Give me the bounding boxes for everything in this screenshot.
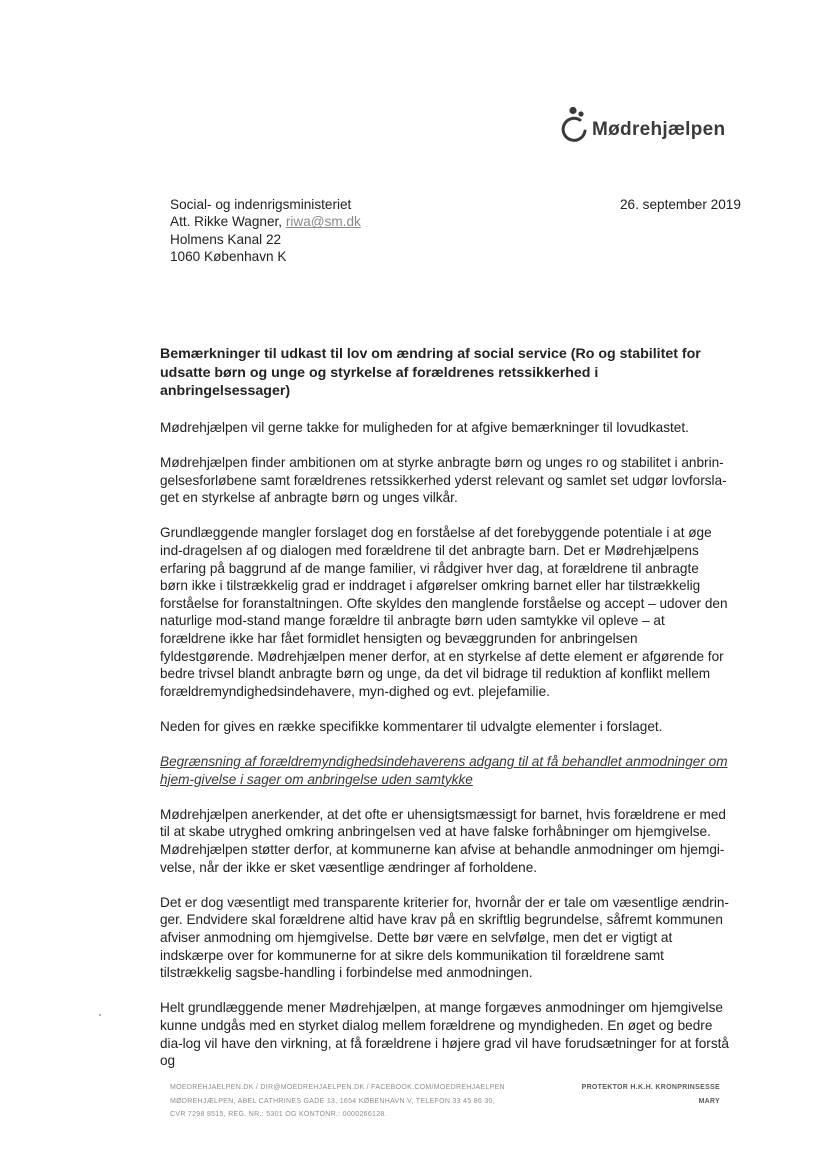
letter-heading: Bemærkninger til udkast til lov om ændring af social service (Ro og stabilitet for udsatte børn og unge og styrkelse af forældrenes retssikkerhed i anbringelsessager) [160, 346, 701, 400]
recipient-att-line [170, 213, 361, 230]
footer-contact [170, 1081, 505, 1122]
recipient-street: Holmens Kanal 22 [170, 231, 282, 247]
section-title: Begrænsning af forældremyndighedsindehaverens adgang til at få behandlet anmodninger om hjem-givelse i sager om anbringelse uden samtykke [160, 754, 728, 787]
footer-patron [576, 1081, 720, 1108]
body-paragraph: Neden for gives en række specifikke kommentarer til udvalgte elementer i forslaget. [160, 718, 663, 734]
section-paragraph: Det er dog væsentligt med transparente kriterier for, hvornår der er tale om væsentlige ændrin-ger. Endvidere skal forældrene altid have krav på en skriftlig begrundelse, såfremt kommunen afviser anmodning om hjemgivelse. Dette bør være en selvfølge, men det er vigtigt at indskærpe over for kommunerne for at sikre dels kommunikation til forældrene samt tilstrækkelig sagsbe-handling i forbindelse med anmodningen. [160, 894, 729, 981]
recipient-org: Social- og indenrigsministeriet [170, 197, 352, 212]
letter-date: 26. september 2019 [620, 197, 741, 212]
footer-patron-line2: MARY [698, 1097, 720, 1105]
section-paragraph: Mødrehjælpen anerkender, at det ofte er uhensigtsmæssigt for barnet, hvis forældrene er med til at skabe utryghed omkring anbringelsen ved at have falske forhåbninger om hjemgivelse. Mødrehjælpen støtter derfor, at kommunerne kan afvise at behandle anmodninger om hjemgi-velse, når der ikke er sket væsentlige ændringer af forholdene. [160, 806, 726, 875]
recipient-city: 1060 København K [170, 249, 287, 265]
recipient-email-link[interactable]: riwa@sm.dk [285, 214, 361, 230]
brand-logo [556, 106, 725, 144]
footer-cvr-line: CVR 7298 8515, REG. NR.: 5301 OG KONTONR.: 0000266128. [170, 1111, 387, 1118]
section-paragraph: Helt grundlæggende mener Mødrehjælpen, at mange forgæves anmodninger om hjemgivelse kunne undgås med en styrket dialog mellem forældrene og myndigheden. En øget og bedre dia-log vil have den virkning, at få forældrene i højere grad vil have forudsætninger for at forstå og [160, 1000, 729, 1069]
body-paragraph: Mødrehjælpen finder ambitionen om at styrke anbragte børn og unges ro og stabilitet i anbrin-gelsesforløbene samt forældrenes retssikkerhed yderst relevant og samlet set udgør lovforsla-get en styrkelse af anbragte børn og unges vilkår. [160, 454, 727, 506]
body-paragraph: Grundlæggende mangler forslaget dog en forståelse af det forebyggende potentiale i at øge ind-dragelsen af og dialogen med forældrene til det anbragte barn. Det er Mødrehjælpens erfaring på baggrund af de mange familier, vi rådgiver hver dag, at forældrene til anbragte børn ikke i tilstrækkelig grad er inddraget i afgørelser omkring barnet eller har tilstrækkelig forståelse for foranstaltningen. Ofte skyldes den manglende forståelse og accept – udover den naturlige mod-stand mange forældre til anbragte børn uden samtykke vil opleve – at forældrene ikke har fået formidlet hensigten og bevæggrunden for anbringelsen fyldestgørende. Mødrehjælpen mener derfor, at en styrkelse af dette element er afgørende for bedre trivsel blandt anbragte børn og unge, da det vil bidrage til reduktion af konflikt mellem forældremyndighedsindehavere, myn-dighed og evt. plejefamilie. [160, 525, 728, 699]
mother-child-logo-icon [556, 106, 590, 144]
scan-speck [99, 1014, 101, 1016]
recipient-att: Att. Rikke Wagner, [170, 214, 286, 230]
recipient-address [170, 196, 361, 266]
footer-web-line: MOEDREHJAELPEN.DK / DIR@MOEDREHJAELPEN.DK / FACEBOOK.COM/MOEDREHJAELPEN [170, 1084, 505, 1091]
letter-body [160, 345, 730, 1087]
brand-name: Mødrehjælpen [592, 119, 726, 140]
footer-address-line: MØDREHJÆLPEN, ABEL CATHRINES GADE 13, 1654 KØBENHAVN V, TELEFON 33 45 86 30, [170, 1097, 495, 1105]
body-paragraph: Mødrehjælpen vil gerne takke for muligheden for at afgive bemærkninger til lovudkastet. [160, 419, 689, 435]
footer-patron-line1: PROTEKTOR H.K.H. KRONPRINSESSE [581, 1084, 720, 1091]
